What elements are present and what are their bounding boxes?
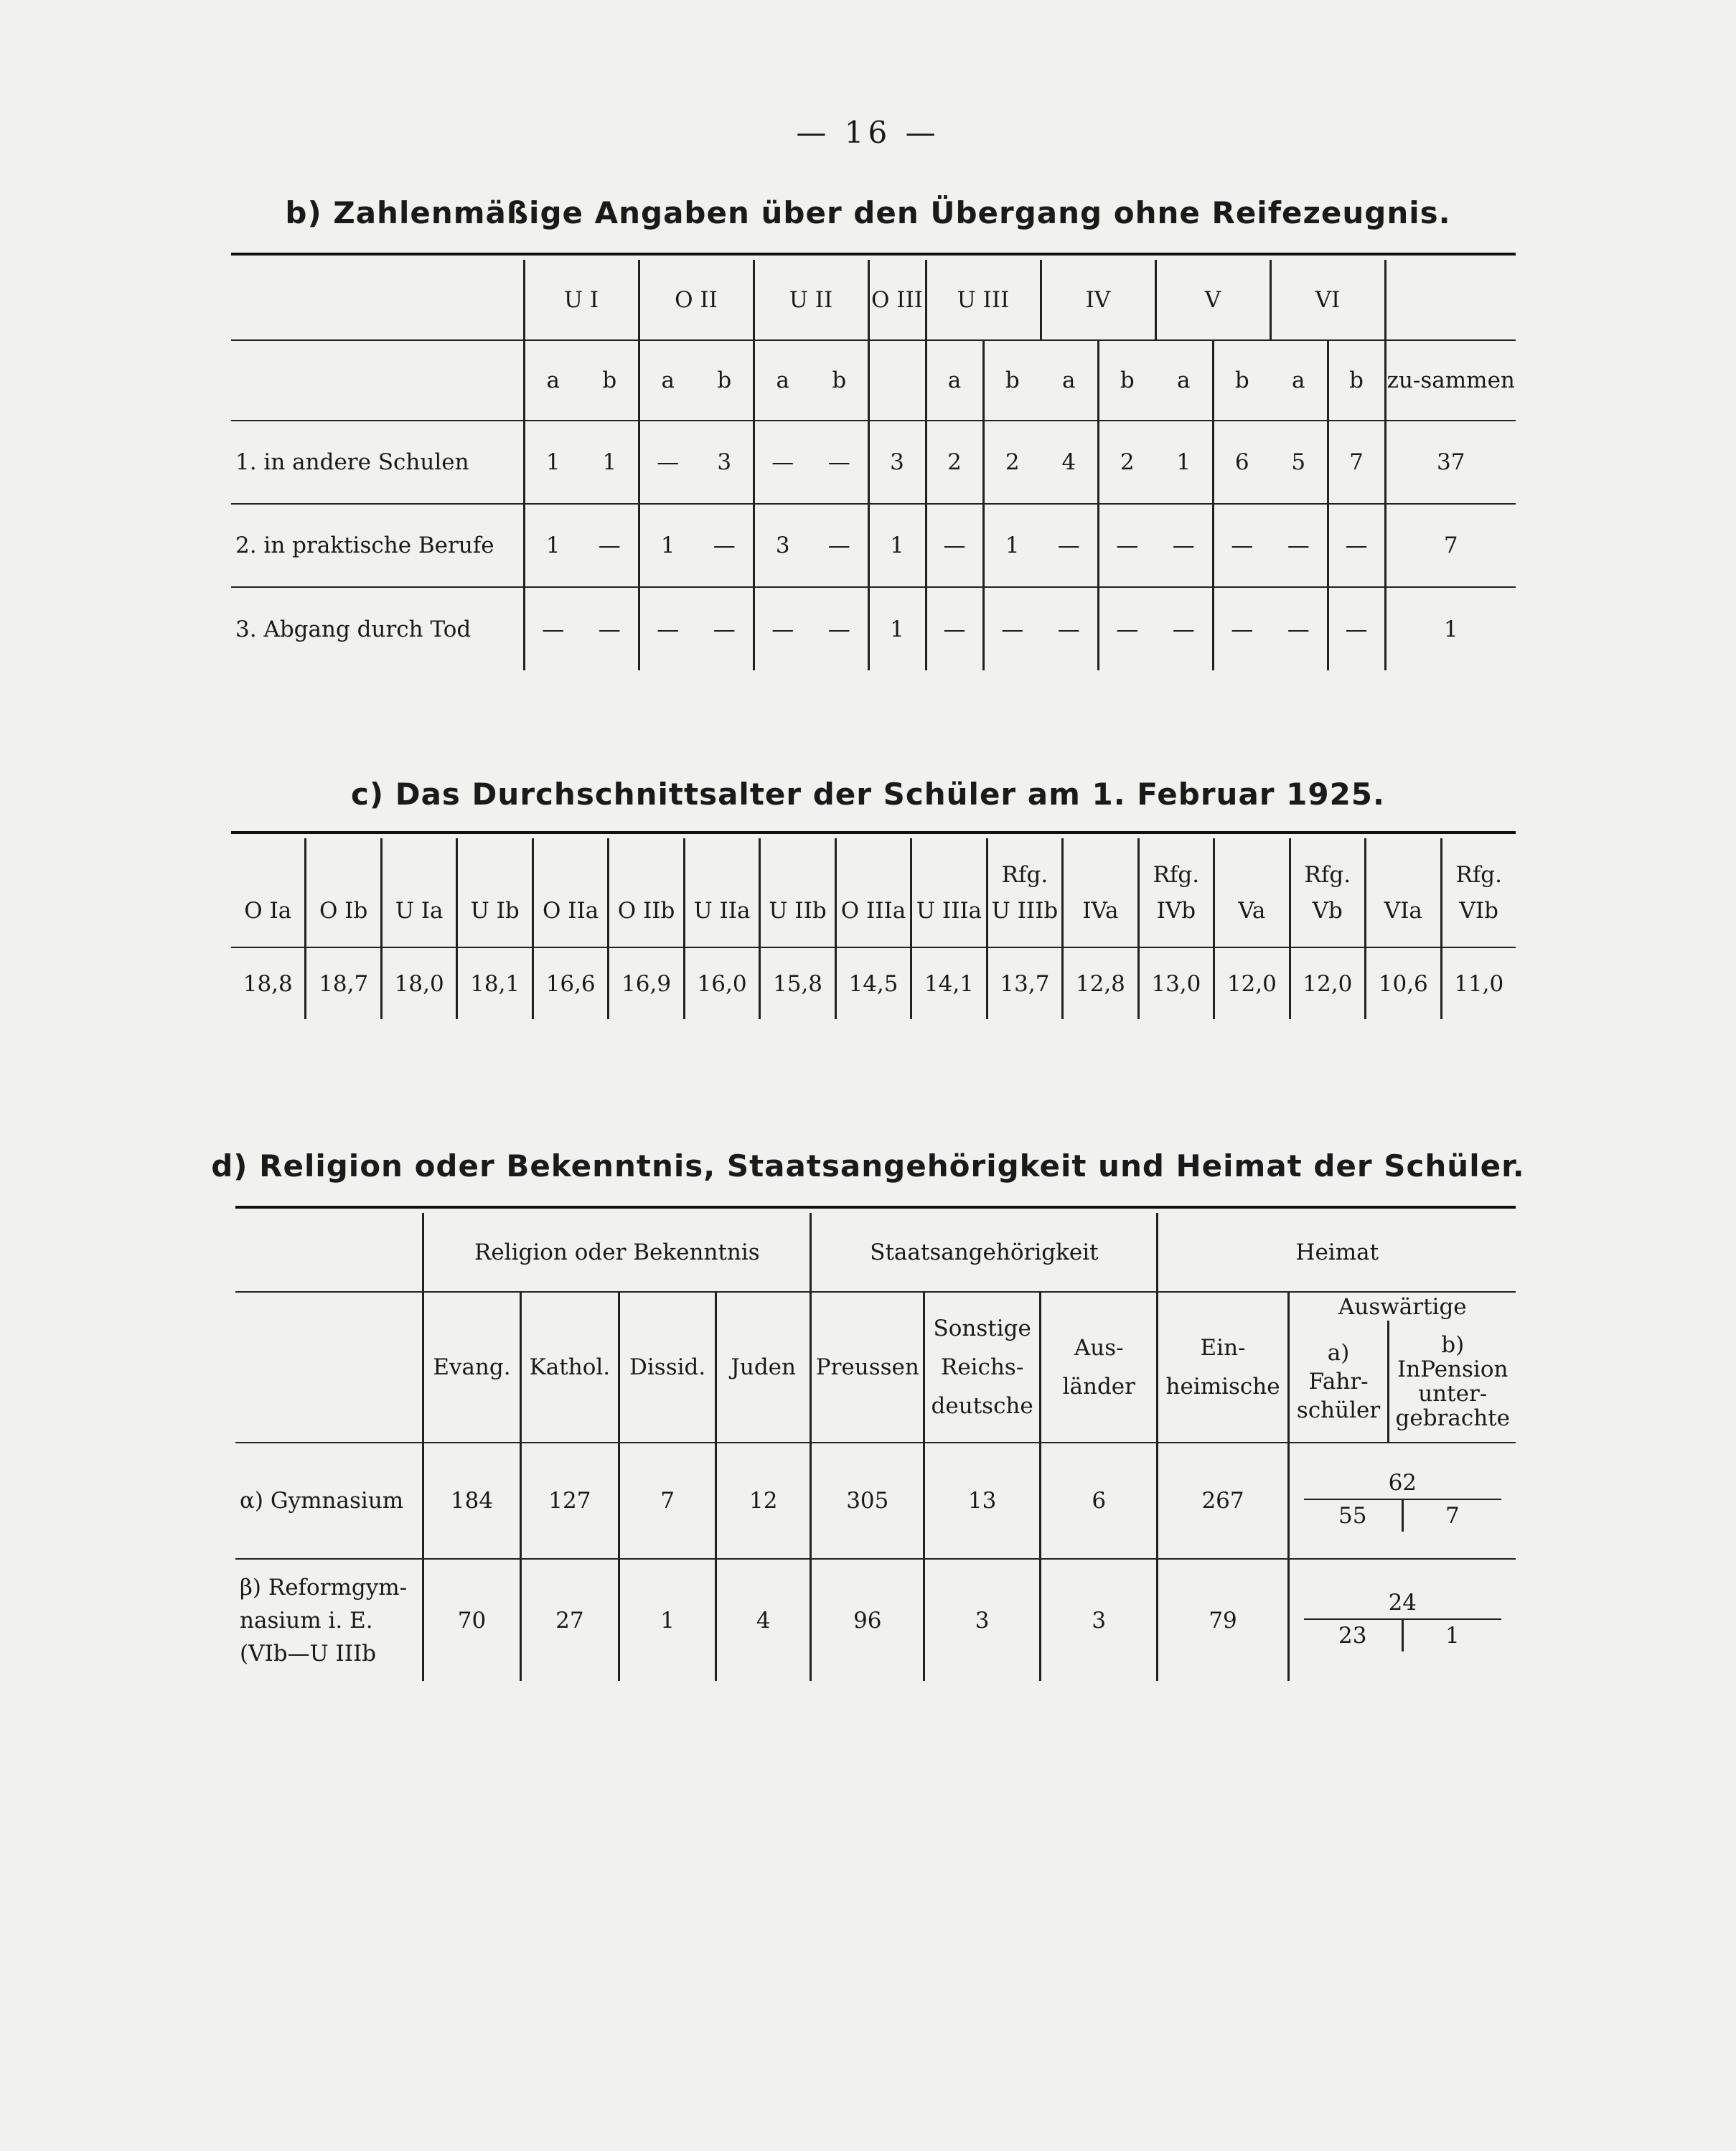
heimat-group-header: Heimat — [1295, 1239, 1379, 1265]
col-auslaender: Aus-länder — [1041, 1292, 1158, 1443]
section-c-value-row — [231, 947, 1516, 1019]
cell: — — [1116, 616, 1139, 642]
page-number: — 16 — — [796, 115, 940, 150]
subhead-5: b — [811, 340, 868, 421]
age-header-7 — [760, 838, 835, 947]
cell: — — [1328, 504, 1385, 587]
cell-evang: 184 — [423, 1443, 520, 1559]
cell-dissid: 1 — [619, 1559, 716, 1681]
cell: — — [696, 587, 754, 670]
age-header-class: O Ia — [244, 897, 292, 924]
row-label: 3. Abgang durch Tod — [231, 587, 524, 670]
class-header-7: VI — [1270, 260, 1385, 340]
age-header-5 — [609, 838, 684, 947]
age-header-top: Rfg. — [1455, 861, 1502, 888]
section-b-top-rule — [231, 253, 1516, 256]
age-value: 16,9 — [609, 947, 684, 1019]
cell: — — [1041, 587, 1098, 670]
age-header-0 — [231, 838, 306, 947]
cell-juden: 4 — [716, 1559, 811, 1681]
auswaertige-split — [1304, 1620, 1501, 1651]
auswaertige-total: 24 — [1304, 1590, 1501, 1620]
table-row — [235, 1443, 1516, 1559]
subhead-7: a — [926, 340, 983, 421]
age-value: 13,0 — [1138, 947, 1214, 1019]
class-header-3: O III — [868, 260, 926, 340]
cell-preussen: 305 — [811, 1443, 924, 1559]
age-header-class: U IIIb — [991, 897, 1059, 924]
section-b-title: b) Zahlenmäßige Angaben über den Übergang ohne Reifezeugnis. — [285, 195, 1451, 230]
age-header-class: U IIb — [769, 897, 827, 924]
cell-auslaender: 3 — [1041, 1559, 1158, 1681]
age-header-15 — [1366, 838, 1441, 947]
age-header-top — [1215, 862, 1288, 898]
section-c-top-rule — [231, 831, 1516, 834]
age-header-class: O IIa — [542, 897, 599, 924]
cell-pension: 1 — [1445, 1622, 1460, 1649]
cell: — — [542, 616, 565, 642]
auswaertige-split — [1304, 1500, 1501, 1532]
total-header: zu-sammen — [1387, 367, 1515, 393]
class-header-4: U III — [926, 260, 1041, 340]
table-row — [235, 1559, 1516, 1681]
age-header-top — [609, 862, 682, 898]
age-header-top — [534, 862, 607, 898]
age-header-class: O Ib — [319, 897, 368, 924]
class-header-blank — [1385, 260, 1516, 340]
age-header-2 — [381, 838, 456, 947]
age-value: 13,7 — [987, 947, 1062, 1019]
cell: — — [1270, 587, 1328, 670]
age-header-class: Va — [1238, 897, 1266, 924]
age-header-class: U Ib — [470, 897, 520, 924]
cell: — — [581, 504, 639, 587]
col-auswaertige: Auswärtige — [1338, 1293, 1467, 1320]
subhead-9: a — [1041, 340, 1098, 421]
cell: 1 — [1005, 533, 1020, 558]
col-dissid: Dissid. — [619, 1292, 716, 1443]
cell: — — [696, 504, 754, 587]
col-fahrschueler: a) Fahr-schüler — [1288, 1321, 1389, 1443]
row-label: 1. in andere Schulen — [231, 421, 524, 504]
age-header-top — [685, 862, 759, 898]
cell: — — [926, 587, 983, 670]
age-header-class: U Ia — [395, 897, 444, 924]
section-b-corner-2 — [231, 340, 524, 421]
age-header-top — [1366, 862, 1440, 898]
age-value: 11,0 — [1454, 970, 1504, 997]
cell: 1 — [581, 421, 639, 504]
class-header-2: U II — [754, 260, 868, 340]
subhead-14: b — [1328, 340, 1385, 421]
age-header-top — [837, 862, 910, 898]
col-juden: Juden — [716, 1292, 811, 1443]
age-value: 12,8 — [1063, 947, 1138, 1019]
section-d-table — [235, 1213, 1516, 1681]
age-header-3 — [457, 838, 532, 947]
cell: 2 — [926, 421, 983, 504]
cell-auslaender: 6 — [1041, 1443, 1158, 1559]
age-header-top — [306, 862, 380, 898]
age-value: 14,5 — [835, 947, 911, 1019]
age-header-6 — [684, 838, 759, 947]
cell: 2 — [1005, 449, 1020, 475]
row-label: β) Reformgym-nasium i. E. (VIb—U IIIb — [235, 1559, 423, 1681]
religion-group-header: Religion oder Bekenntnis — [423, 1213, 811, 1292]
section-b-sub-header-row — [231, 340, 1516, 421]
cell-kathol: 127 — [520, 1443, 619, 1559]
section-c-table — [231, 838, 1516, 1019]
age-header-16 — [1441, 838, 1516, 947]
section-d-top-rule — [235, 1206, 1516, 1209]
cell: — — [926, 504, 983, 587]
cell: — — [1155, 504, 1213, 587]
auswaertige-total: 62 — [1304, 1470, 1501, 1500]
col-evang: Evang. — [423, 1292, 520, 1443]
subhead-0: a — [546, 367, 560, 393]
table-row — [231, 421, 1516, 504]
subhead-4: a — [776, 367, 789, 393]
cell: — — [771, 616, 794, 642]
cell-dissid: 7 — [619, 1443, 716, 1559]
cell: 1 — [660, 533, 675, 558]
age-header-top — [458, 862, 531, 898]
cell: — — [1270, 504, 1328, 587]
age-header-class: IVb — [1156, 897, 1196, 924]
staat-group-header: Staatsangehörigkeit — [811, 1213, 1158, 1292]
cell: — — [1116, 533, 1139, 558]
cell: — — [1155, 587, 1213, 670]
age-header-class: VIa — [1384, 897, 1422, 924]
cell: — — [771, 449, 794, 475]
row-label: 2. in praktische Berufe — [231, 504, 524, 587]
age-header-class: IVa — [1082, 897, 1119, 924]
section-c-title: c) Das Durchschnittsalter der Schüler am 1. Februar 1925. — [351, 777, 1385, 812]
age-header-top: Rfg. — [1153, 861, 1200, 888]
age-header-top: Rfg. — [1001, 861, 1048, 888]
col-einheimische: Ein-heimische — [1158, 1292, 1288, 1443]
cell-sonstige: 3 — [924, 1559, 1041, 1681]
row-total: 7 — [1443, 533, 1458, 558]
cell: 6 — [1234, 449, 1249, 475]
age-value: 18,8 — [231, 947, 306, 1019]
cell: 1 — [868, 587, 926, 670]
subhead-13: a — [1270, 340, 1328, 421]
cell: — — [657, 449, 680, 475]
age-value: 12,0 — [1290, 947, 1365, 1019]
age-header-class: VIb — [1459, 897, 1498, 924]
cell-juden: 12 — [716, 1443, 811, 1559]
age-header-top — [1064, 862, 1137, 898]
cell: 1 — [545, 533, 560, 558]
col-pension: b) InPension unter-gebrachte — [1395, 1331, 1510, 1431]
subhead-2: a — [661, 367, 675, 393]
cell: — — [1328, 587, 1385, 670]
auswaertige-cell — [1288, 1559, 1516, 1681]
age-value: 15,8 — [760, 947, 835, 1019]
row-label: α) Gymnasium — [235, 1443, 423, 1559]
age-header-8 — [835, 838, 911, 947]
age-value: 18,7 — [306, 947, 381, 1019]
age-header-12 — [1138, 838, 1214, 947]
age-header-class: O IIIa — [840, 897, 906, 924]
age-value: 18,0 — [381, 947, 456, 1019]
age-value: 16,6 — [532, 947, 608, 1019]
row-total: 37 — [1437, 449, 1465, 475]
age-header-class: Vb — [1312, 897, 1343, 924]
cell: 3 — [868, 421, 926, 504]
cell: — — [1231, 533, 1254, 558]
age-header-class: U IIa — [693, 897, 751, 924]
age-header-11 — [1063, 838, 1138, 947]
col-sonstige: Sonstige Reichs-deutsche — [924, 1292, 1041, 1443]
cell: 3 — [775, 533, 790, 558]
age-value: 16,0 — [684, 947, 759, 1019]
section-c-header-row — [231, 838, 1516, 947]
cell: — — [811, 504, 868, 587]
cell: — — [1001, 616, 1024, 642]
age-header-10 — [987, 838, 1062, 947]
age-header-1 — [306, 838, 381, 947]
subhead-1: b — [581, 340, 639, 421]
cell: — — [811, 587, 868, 670]
age-header-14 — [1290, 838, 1365, 947]
section-b-corner — [231, 260, 524, 340]
cell-einheimische: 79 — [1158, 1559, 1288, 1681]
auswaertige-cell — [1288, 1443, 1516, 1559]
section-b-class-header-row — [231, 260, 1516, 340]
table-row — [231, 587, 1516, 670]
cell-preussen: 96 — [811, 1559, 924, 1681]
cell: 4 — [1041, 421, 1098, 504]
cell: — — [657, 616, 680, 642]
cell: 5 — [1270, 421, 1328, 504]
class-header-1: O II — [639, 260, 754, 340]
cell-kathol: 27 — [520, 1559, 619, 1681]
cell: 1 — [868, 504, 926, 587]
col-preussen: Preussen — [811, 1292, 924, 1443]
class-header-6: V — [1155, 260, 1270, 340]
age-value: 14,1 — [911, 947, 987, 1019]
age-value: 18,1 — [457, 947, 532, 1019]
cell: — — [811, 421, 868, 504]
age-value: 12,0 — [1214, 947, 1290, 1019]
cell-evang: 70 — [423, 1559, 520, 1681]
section-d-title: d) Religion oder Bekenntnis, Staatsangehörigkeit und Heimat der Schüler. — [211, 1148, 1525, 1184]
cell: 1 — [1155, 421, 1213, 504]
section-d-corner — [235, 1213, 423, 1292]
table-row — [231, 504, 1516, 587]
cell: 3 — [696, 421, 754, 504]
subhead-11: a — [1155, 340, 1213, 421]
cell-sonstige: 13 — [924, 1443, 1041, 1559]
age-header-class: U IIIa — [916, 897, 982, 924]
age-header-top — [912, 862, 985, 898]
subhead-3: b — [696, 340, 754, 421]
cell: — — [581, 587, 639, 670]
age-header-9 — [911, 838, 987, 947]
cell: 2 — [1120, 449, 1135, 475]
cell-fahrschueler: 55 — [1304, 1500, 1404, 1532]
cell: 7 — [1328, 421, 1385, 504]
row-total: 1 — [1443, 616, 1458, 642]
age-header-13 — [1214, 838, 1290, 947]
class-header-5: IV — [1041, 260, 1155, 340]
age-header-top: Rfg. — [1304, 861, 1351, 888]
cell: 1 — [545, 449, 560, 475]
age-value: 10,6 — [1366, 947, 1441, 1019]
cell: — — [1231, 616, 1254, 642]
cell-fahrschueler: 23 — [1304, 1620, 1404, 1651]
age-header-top — [761, 862, 834, 898]
cell-einheimische: 267 — [1158, 1443, 1288, 1559]
cell-pension: 7 — [1445, 1503, 1460, 1529]
cell: — — [1041, 504, 1098, 587]
subhead-8: b — [1005, 367, 1020, 393]
section-b-table — [231, 260, 1516, 670]
subhead-10: b — [1120, 367, 1135, 393]
age-header-4 — [532, 838, 608, 947]
age-header-top — [383, 862, 456, 898]
age-header-top — [231, 862, 304, 898]
age-header-class: O IIb — [617, 897, 675, 924]
section-d-group-row — [235, 1213, 1516, 1292]
subhead-6 — [868, 340, 926, 421]
class-header-0: U I — [524, 260, 639, 340]
subhead-12: b — [1234, 367, 1249, 393]
col-kathol: Kathol. — [520, 1292, 619, 1443]
